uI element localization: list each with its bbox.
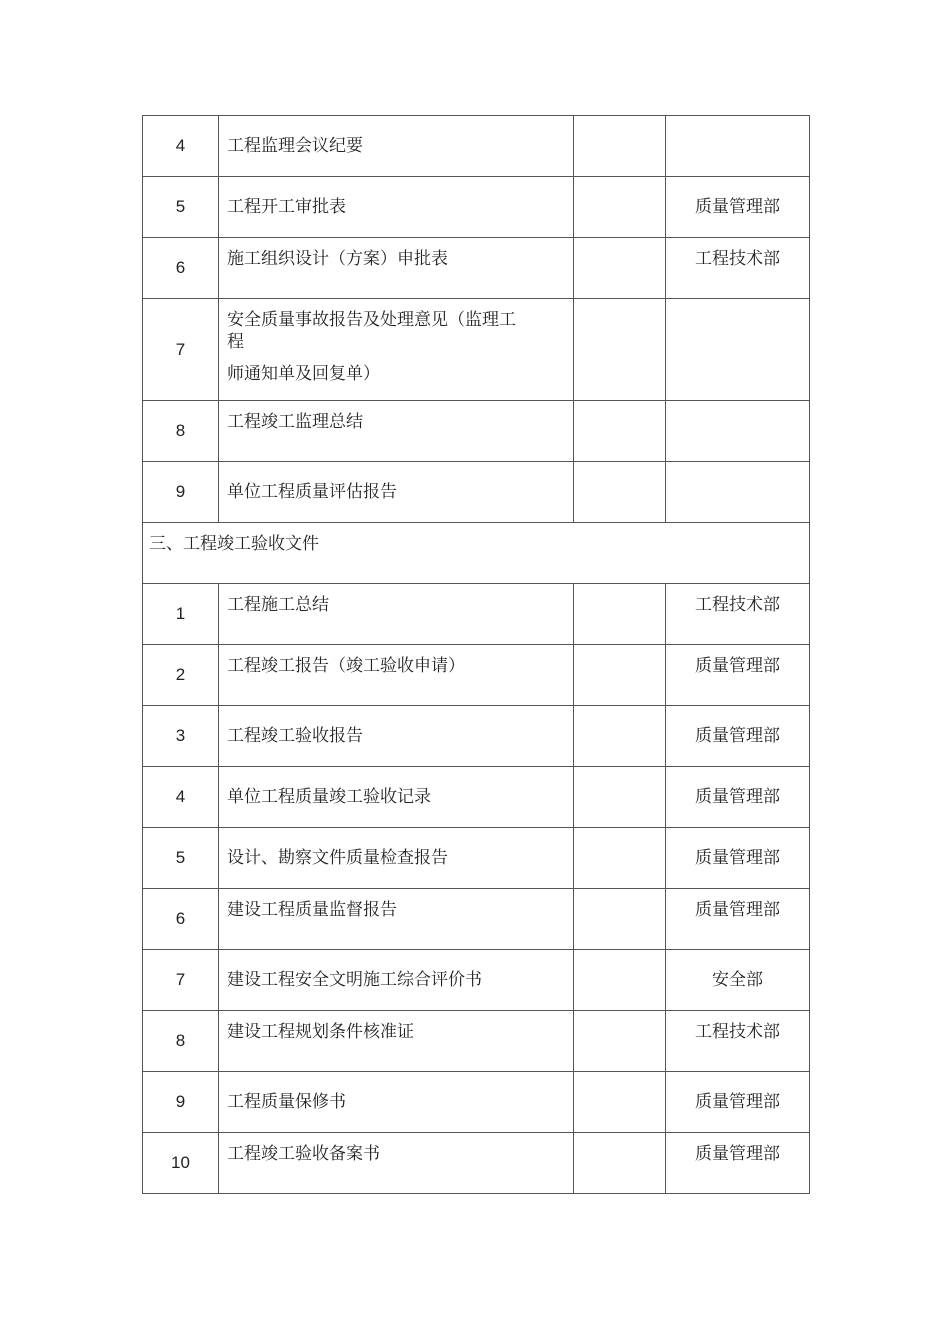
- department: 质量管理部: [666, 1133, 810, 1194]
- row-number: 1: [143, 584, 219, 645]
- blank-cell: [574, 1072, 666, 1133]
- row-number: 8: [143, 401, 219, 462]
- department: 质量管理部: [666, 706, 810, 767]
- document-name: 建设工程安全文明施工综合评价书: [219, 950, 574, 1011]
- table-row: [143, 177, 810, 238]
- blank-cell: [574, 950, 666, 1011]
- department: 质量管理部: [666, 889, 810, 950]
- department: 质量管理部: [666, 177, 810, 238]
- document-name-line: 师通知单及回复单）: [227, 364, 380, 384]
- document-name: 施工组织设计（方案）申批表: [219, 238, 574, 299]
- table-row: [143, 1072, 810, 1133]
- department: [666, 401, 810, 462]
- row-number: 6: [143, 889, 219, 950]
- blank-cell: [574, 828, 666, 889]
- blank-cell: [574, 462, 666, 523]
- blank-cell: [574, 1011, 666, 1072]
- blank-cell: [574, 645, 666, 706]
- document-name-line: 安全质量事故报告及处理意见（监理工: [227, 310, 516, 330]
- row-number: 6: [143, 238, 219, 299]
- table-row: [143, 116, 810, 177]
- department: 工程技术部: [666, 584, 810, 645]
- row-number: 7: [143, 950, 219, 1011]
- document-name: 单位工程质量评估报告: [219, 462, 574, 523]
- document-table: [142, 115, 810, 1194]
- blank-cell: [574, 584, 666, 645]
- row-number: 5: [143, 177, 219, 238]
- document-name: 工程竣工验收备案书: [219, 1133, 574, 1194]
- department: 安全部: [666, 950, 810, 1011]
- blank-cell: [574, 299, 666, 401]
- blank-cell: [574, 1133, 666, 1194]
- table-row: [143, 706, 810, 767]
- blank-cell: [574, 116, 666, 177]
- department: 质量管理部: [666, 645, 810, 706]
- blank-cell: [574, 706, 666, 767]
- table-row: [143, 828, 810, 889]
- table-row: [143, 1133, 810, 1194]
- document-name: [219, 299, 574, 401]
- table-row: [143, 889, 810, 950]
- table-row: [143, 950, 810, 1011]
- row-number: 3: [143, 706, 219, 767]
- table-row: [143, 1011, 810, 1072]
- document-name: 工程质量保修书: [219, 1072, 574, 1133]
- row-number: 4: [143, 116, 219, 177]
- table-row: [143, 299, 810, 401]
- row-number: 9: [143, 1072, 219, 1133]
- table-row: [143, 767, 810, 828]
- table-row: [143, 238, 810, 299]
- department: 工程技术部: [666, 238, 810, 299]
- row-number: 5: [143, 828, 219, 889]
- blank-cell: [574, 238, 666, 299]
- document-name: 工程竣工监理总结: [219, 401, 574, 462]
- document-name: 工程监理会议纪要: [219, 116, 574, 177]
- document-name: 工程开工审批表: [219, 177, 574, 238]
- row-number: 7: [143, 299, 219, 401]
- blank-cell: [574, 889, 666, 950]
- department: 质量管理部: [666, 767, 810, 828]
- blank-cell: [574, 767, 666, 828]
- table-row: [143, 462, 810, 523]
- department: [666, 116, 810, 177]
- blank-cell: [574, 401, 666, 462]
- document-name-line: 程: [227, 332, 244, 352]
- row-number: 8: [143, 1011, 219, 1072]
- document-name: 工程施工总结: [219, 584, 574, 645]
- row-number: 2: [143, 645, 219, 706]
- document-name: 建设工程规划条件核准证: [219, 1011, 574, 1072]
- row-number: 4: [143, 767, 219, 828]
- department: 质量管理部: [666, 1072, 810, 1133]
- section-title: 三、工程竣工验收文件: [143, 523, 810, 584]
- department: [666, 462, 810, 523]
- row-number: 9: [143, 462, 219, 523]
- document-name: 工程竣工报告（竣工验收申请）: [219, 645, 574, 706]
- department: 质量管理部: [666, 828, 810, 889]
- blank-cell: [574, 177, 666, 238]
- row-number: 10: [143, 1133, 219, 1194]
- document-name: 设计、勘察文件质量检查报告: [219, 828, 574, 889]
- document-name: 单位工程质量竣工验收记录: [219, 767, 574, 828]
- table-row: [143, 584, 810, 645]
- department: 工程技术部: [666, 1011, 810, 1072]
- table-row: [143, 645, 810, 706]
- department: [666, 299, 810, 401]
- document-name: 建设工程质量监督报告: [219, 889, 574, 950]
- document-name: 工程竣工验收报告: [219, 706, 574, 767]
- section-row: [143, 523, 810, 584]
- table-row: [143, 401, 810, 462]
